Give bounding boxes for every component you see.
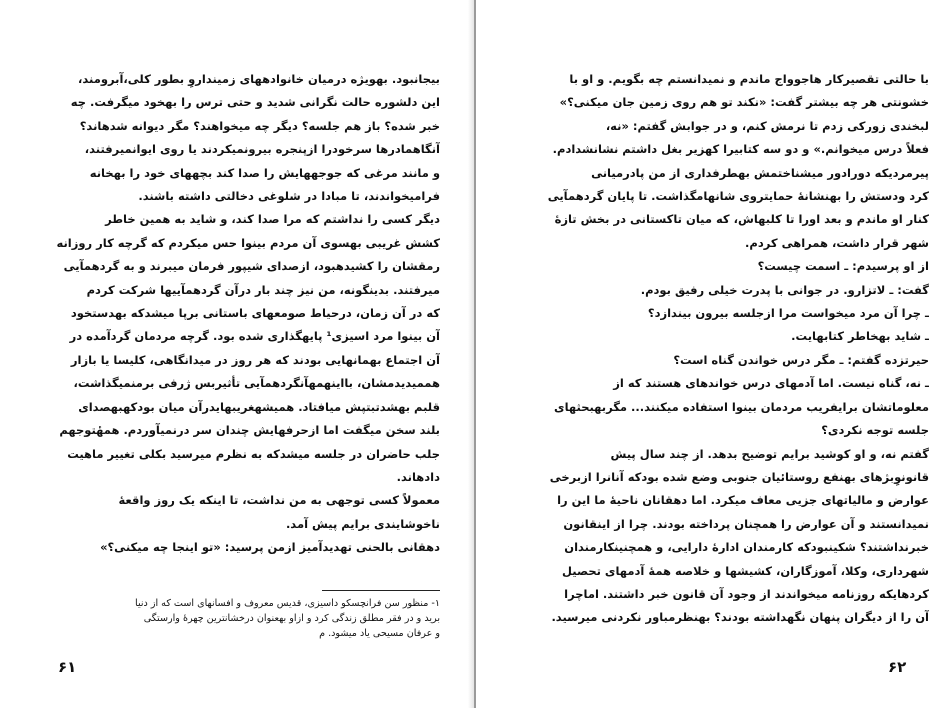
text-line: هممیدیدمشان، بااینهمهآنگردهمآیی تأثیربس ژرفی برمنمیگذاشت، [73,376,440,391]
page-number-left: ۶۱ [58,658,77,676]
text-line: که در آن زمان، درحیاط صومعهای باستانی برپا میشدکه بهدستخود [70,306,440,321]
footnote-line: ۱- منظور سن فرانچسکو داسیزی، قدیس معروف و افسانهای است که از دنیا [135,598,440,609]
text-line: کرد ودستش را بهنشانهٔ حمایتروی شانهامگذاشت. تا پایان گردهمآیی [547,189,929,204]
text-line: خبر شده؟ باز هم جلسه؟ دیگر چه میخواهند؟ مگر دیوانه شدهاند؟ [79,118,440,133]
text-line: فعلاً درس میخوانم.» و دو سه کتابیرا کهزیر بغل داشتم نشانشدادم. [552,142,929,157]
footnote-line: برید و در فقر مطلق زندگی کرد و ازاو بهعنوان درخشانترین چهرهٔ وارستگی [143,613,440,624]
text-line: از او پرسیدم: ـ اسمت چیست؟ [757,259,929,274]
text-line: عوارض و مالیاتهای جزیی معاف میکرد. اما دهقانان ناحیهٔ ما این را [557,493,929,508]
text-line: قانونوِبژهای بهنفع روستائیان جنوبی وضع شده بودکه آنانرا ازبرخی [549,469,929,484]
text-line: شهرداری، وکلا، آموزگاران، کشیشها و خلاصه همهٔ آدمهای تحصیل [562,563,929,578]
text-line: ـ نه، گناه نیست. اما آدمهای درس خواندهای هستند که از [613,376,929,391]
text-line: آن را از دیگران پنهان نگهداشته بودند؟ بهنظرمباور نکردنی میرسید. [551,610,929,625]
text-line: گفتم نه، و او کوشید برایم توضیح بدهد. از چند سال پیش [610,446,929,461]
text-line: بلند سخن میگفت اما ازحرفهایش چندان سر درنمیآوردم. همهٔتوجهم [59,423,440,438]
text-line: قلبم بهشدتبتپش میافتاد. همیشهغریبهایدرآن میان بودکهبهصدای [78,399,440,414]
text-line: رمقشان را کشیدهبود، ازصدای شیپور فرمان میبرند و به گردهمآیی [63,259,440,274]
left-page-text [52,68,440,560]
text-line: خشونتی هر چه بیشتر گفت: «نکند تو هم روی زمین جان میکنی؟» [559,95,929,110]
text-line: با حالتی تقصیرکار هاجوواج ماندم و نمیدانستم چه بگویم. و او با [569,72,929,86]
text-line: و مانند مرغی که جوجههایش را صدا کند بچههای خود را بهخانه [89,165,440,180]
text-line: شهر قرار داشت، همراهی کردم. [745,235,929,250]
text-line: نمیدانستند و آن عوارض را همچنان پرداخته بودند. چرا از اینقانون [563,516,929,531]
text-line: پیرمردیکه دورادور میشناختمش بهطرفداری از من پادرمیانی [591,165,929,180]
text-line: دهقانی بالحنی تهدیدآمیز ازمن پرسید: «تو اینجا چه میکنی؟» [100,540,440,555]
text-line: معمولاً کسی توجهی به من نداشت، تا اینکه یک روز واقعهٔ [118,493,440,508]
footnote-line: و عرفان مسیحی یاد میشود. م [319,628,440,639]
right-page [476,0,949,708]
text-line: خبرنداشتند؟ شکینبودکه کارمندان ادارهٔ دارایی، و همچنینکارمندان [564,540,929,555]
footnote-divider [322,590,440,591]
text-line: کنار او ماندم و بعد اورا تا کلبهاش، که میان تاکستانی در بخش تازهٔ [554,212,929,227]
text-line: جلب حاضران در جلسه میشدکه به نظرم میرسید بکلی تغییر ماهیت [67,446,440,461]
text-line: میرفتند. بدینگونه، من نیز چند بار درآن گردهمآییها شرکت کردم [86,282,440,297]
text-line: ـ چرا آن مرد میخواست مرا ازجلسه بیرون بیندازد؟ [647,306,929,321]
text-line: دیگر کسی را نداشتم که مرا صدا کند، و شاید به همین خاطر [105,212,440,227]
text-line: آن اجتماع بهمانهایی بودند که هر روز در میدانگاهی، کلیسا یا بازار [70,352,440,367]
text-line: معلوماتشان برایفریب مردمان بینوا استفاده میکنند... مگربهبحثهای [554,399,929,414]
text-line: این دلشوره حالت نگرانی شدید و حتی ترس را بهخود میگرفت. چه [70,95,440,110]
text-line: ناخوشایندی برایم پیش آمد. [285,516,440,531]
footnote [58,596,440,641]
page-number-right: ۶۲ [888,658,907,676]
text-line: جلسه توجه نکردی؟ [821,423,929,438]
text-line: فرامیخواندند، تا مبادا در شلوغی دخالتی داشته باشند. [138,189,440,204]
text-line: آنگاهمادرها سرخودرا ازپنجره بیرونمیکردند یا روی ایوانمیرفتند، [84,142,440,157]
right-page-text [536,68,929,630]
left-page [0,0,474,708]
text-line: آن بینوا مرد اسیزی¹ پایهگذاری شده بود. گرچه مردمان گردآمده در [69,329,440,344]
text-line: ـ شاید بهخاطر کتابهایت. [791,329,929,344]
text-line: حیرتزده گفتم: ـ مگر درس خواندن گناه است؟ [673,352,929,367]
text-line: دادهاند. [396,469,440,484]
text-line: گفت: ـ لاتزارو. در جوانی با پدرت خیلی رفیق بودم. [640,282,929,297]
text-line: کشش غریبی بهسوی آن مردم بینوا حس میکردم که گرچه کار روزانه [56,235,440,250]
text-line: بیجانبود. بهویژه درمیان خانوادههای زمینداروِ بطور کلی،آبرومند، [78,72,440,86]
text-line: کردهایکه روزنامه میخواندند از وجود آن قانون خبر داشتند. اماچرا [564,586,929,601]
text-line: لبخندی زورکی زدم تا نرمش کنم، و در جوابش گفتم: «نه، [605,118,929,133]
